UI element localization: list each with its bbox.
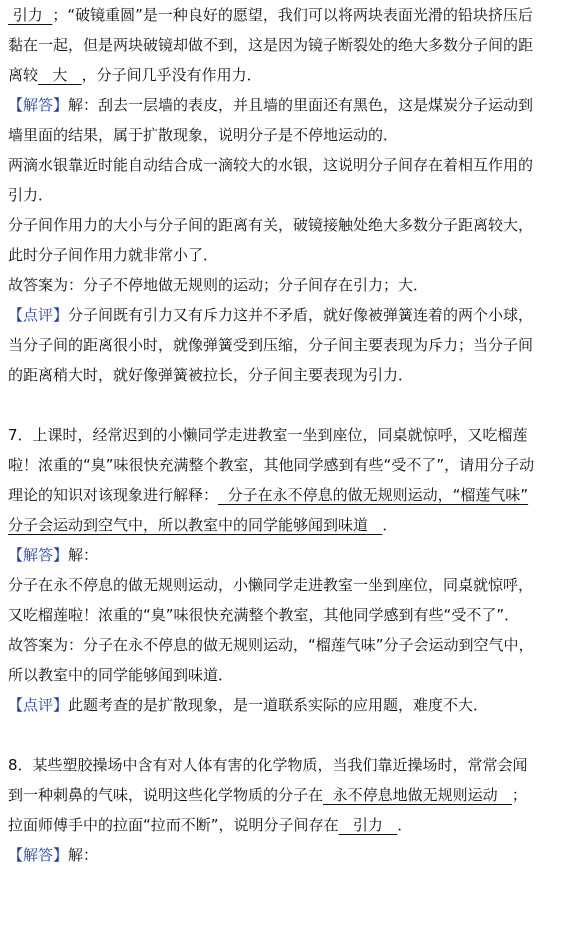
q6-line-3	[8, 60, 569, 90]
q7-line-1: 7．上课时，经常迟到的小懒同学走进教室一坐到座位，同桌就惊呼，又吃榴莲	[8, 426, 528, 444]
answer-7-line: 故答案为：分子在永不停息的做无规则运动，“榴莲气味”分子会运动到空气中，	[8, 636, 534, 654]
blank-answer: 引力	[12, 6, 43, 24]
answer-6-lead	[8, 90, 569, 120]
answer-tag: 【解答】	[8, 846, 69, 864]
text: ，分子间几乎没有作用力．	[81, 66, 262, 84]
answer-7-line: 所以教室中的同学能够闻到味道．	[8, 666, 234, 684]
comment-6-lead	[8, 300, 569, 330]
answer-8-lead	[8, 840, 569, 870]
answer-6-line: 引力．	[8, 186, 54, 204]
answer-6-line: 两滴水银靠近时能自动结合成一滴较大的水银，这说明分子间存在着相互作用的	[8, 156, 534, 174]
blank-answer: 分子会运动到空气中，所以教室中的同学能够闻到味道	[8, 516, 369, 534]
answer-6-line: 墙里面的结果，属于扩散现象，说明分子是不停地运动的．	[8, 126, 399, 144]
answer-tag: 【解答】	[8, 96, 69, 114]
text: ；“破镜重圆”是一种良好的愿望，我们可以将两块表面光滑的铅块挤压后	[52, 6, 533, 24]
answer-6-line: 故答案为：分子不停地做无规则的运动；分子间存在引力；大．	[8, 276, 429, 294]
q7-line-4	[8, 510, 569, 540]
text: 解：刮去一层墙的表皮，并且墙的里面还有黑色，这是煤炭分子运动到	[68, 96, 534, 114]
answer-7-line: 分子在永不停息的做无规则运动，小懒同学走进教室一坐到座位，同桌就惊呼，	[8, 576, 534, 594]
text: 此题考查的是扩散现象，是一道联系实际的应用题，难度不大．	[68, 696, 489, 714]
comment-6-line: 当分子间的距离很小时，就像弹簧受到压缩，分子间主要表现为斥力；当分子间	[8, 336, 534, 354]
blank-answer: 永不停息地做无规则运动	[332, 786, 498, 804]
text: 到一种刺鼻的气味，说明这些化学物质的分子在	[8, 786, 324, 804]
text: ．	[382, 516, 398, 534]
q6-line-1	[8, 0, 569, 30]
answer-6-line: 分子间作用力的大小与分子间的距离有关，破镜接触处绝大多数分子距离较大，	[8, 216, 534, 234]
q8-line-1: 8．某些塑胶操场中含有对人体有害的化学物质，当我们靠近操场时，常常会闻	[8, 756, 528, 774]
blank-answer: 大	[52, 66, 68, 84]
spacer	[8, 720, 569, 750]
spacer	[8, 390, 569, 420]
answer-7-lead	[8, 540, 569, 570]
text: 分子间既有引力又有斥力这并不矛盾，就好像被弹簧连着的两个小球，	[68, 306, 534, 324]
q7-line-2: 啦！浓重的“臭”味很快充满整个教室，其他同学感到有些“受不了”，请用分子动	[8, 456, 535, 474]
comment-6-line: 的距离稍大时，就好像弹簧被拉长，分子间主要表现为引力．	[8, 366, 414, 384]
comment-tag: 【点评】	[8, 696, 69, 714]
text: 解：	[68, 846, 99, 864]
answer-7-line: 又吃榴莲啦！浓重的“臭”味很快充满整个教室，其他同学感到有些“受不了”．	[8, 606, 520, 624]
answer-tag: 【解答】	[8, 546, 69, 564]
q8-line-3	[8, 810, 569, 840]
blank-answer: 分子在永不停息的做无规则运动，“榴莲气味”	[227, 486, 529, 504]
answer-6-line: 此时分子间作用力就非常小了．	[8, 246, 219, 264]
q6-line-2: 黏在一起，但是两块破镜却做不到，这是因为镜子断裂处的绝大多数分子间的距	[8, 36, 534, 54]
comment-7-lead	[8, 690, 569, 720]
q7-line-3	[8, 480, 569, 510]
text: ．	[397, 816, 413, 834]
text: 离较	[8, 66, 39, 84]
text: 拉面师傅手中的拉面“拉而不断”，说明分子间存在	[8, 816, 339, 834]
q8-line-2	[8, 780, 569, 810]
text: 理论的知识对该现象进行解释：	[8, 486, 219, 504]
text: 解：	[68, 546, 99, 564]
text: ；	[511, 786, 527, 804]
comment-tag: 【点评】	[8, 306, 69, 324]
blank-answer: 引力	[352, 816, 383, 834]
